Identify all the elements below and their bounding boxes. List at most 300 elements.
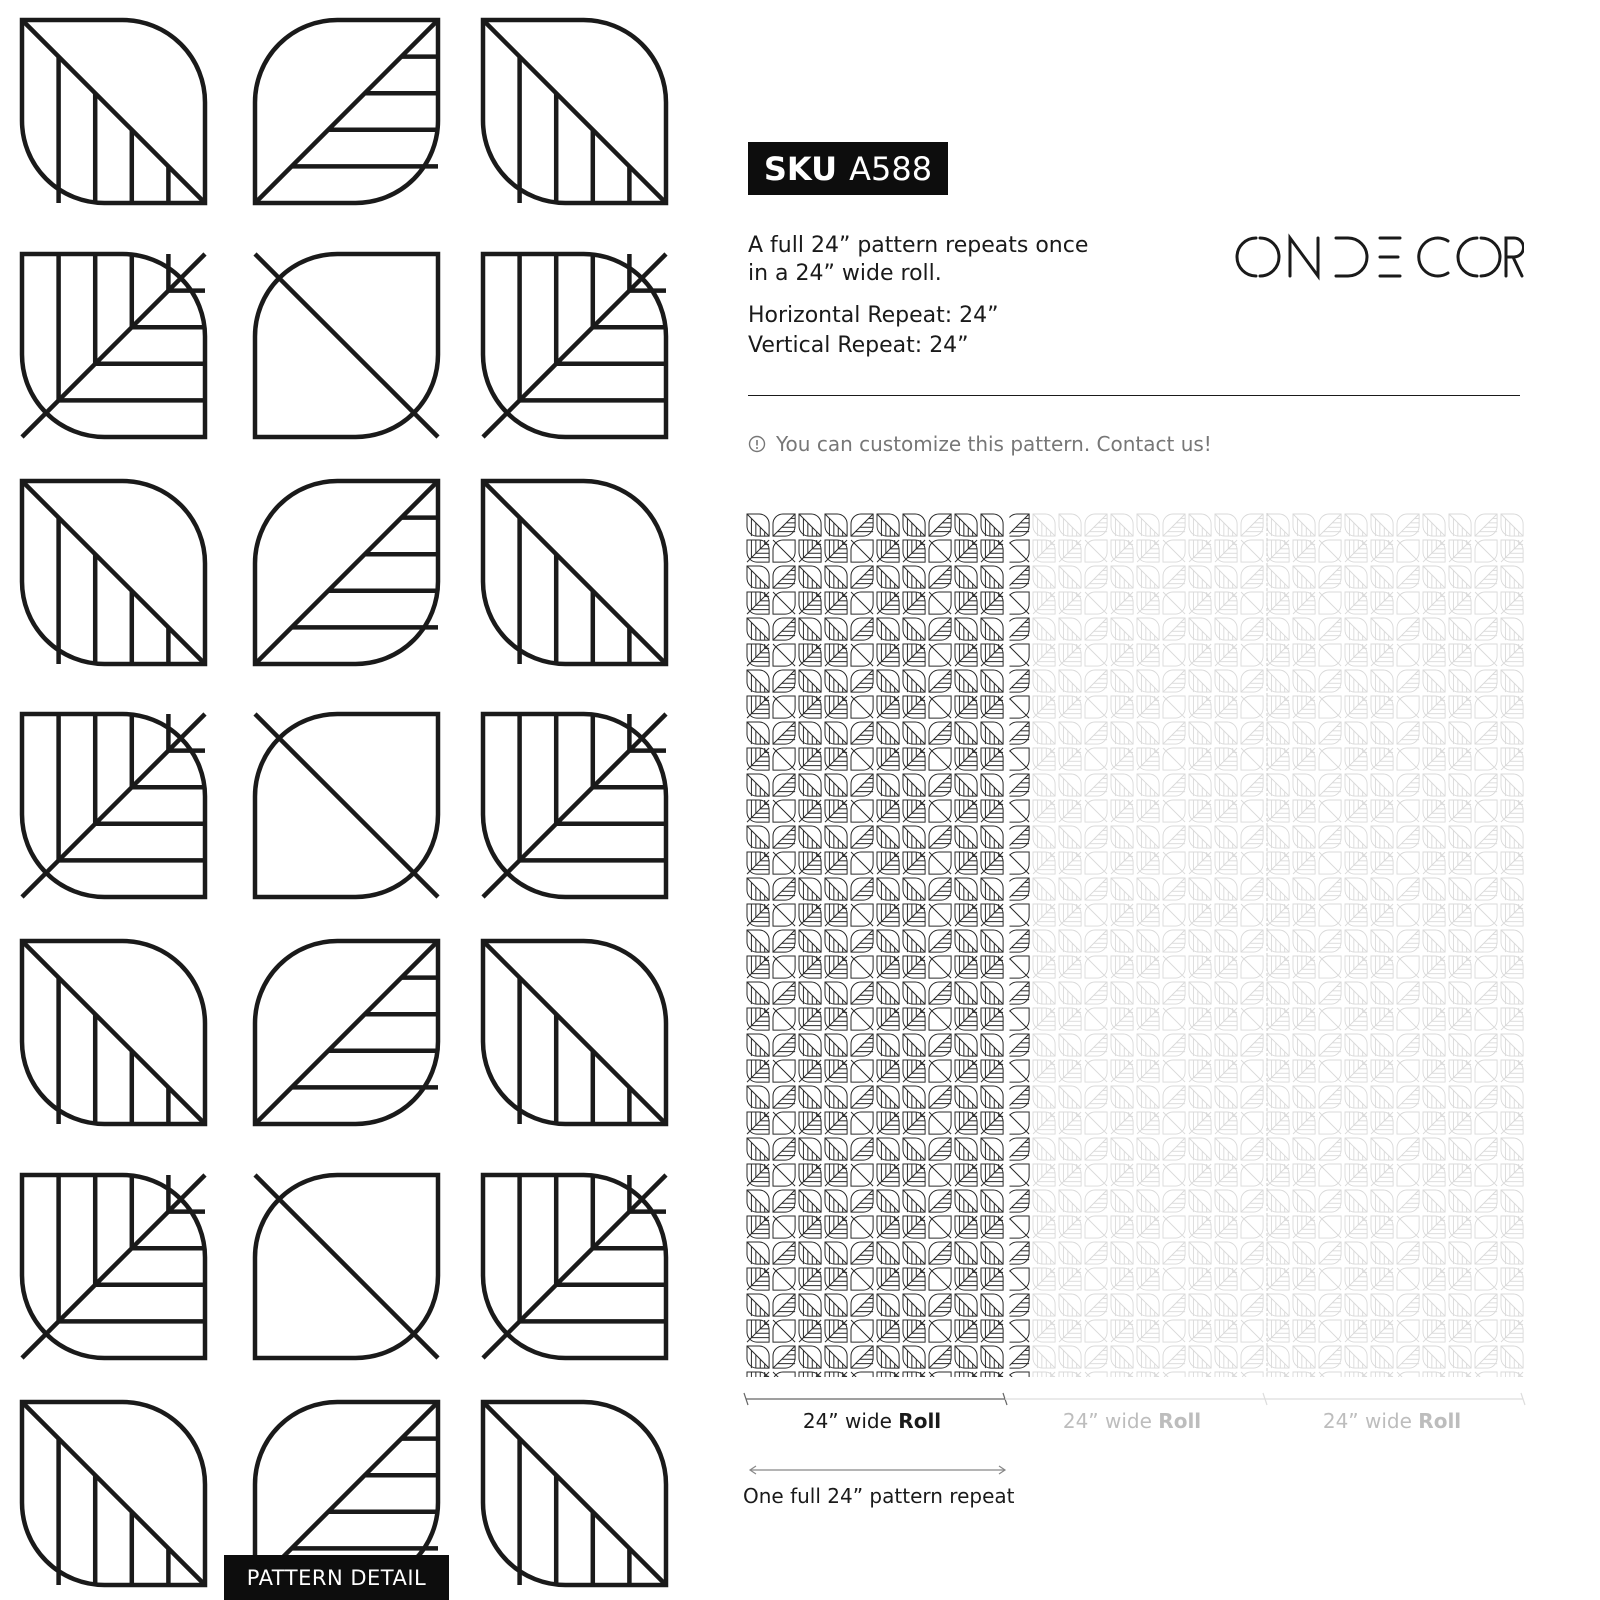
- leaf-motif-icon: [747, 618, 769, 640]
- leaf-motif-icon: [903, 982, 925, 1004]
- leaf-motif-icon: [1163, 1190, 1185, 1212]
- leaf-motif-icon: [773, 1138, 795, 1160]
- leaf-motif-icon: [877, 514, 899, 536]
- leaf-motif-icon: [1293, 800, 1315, 822]
- leaf-motif-icon: [1085, 1268, 1107, 1290]
- leaf-motif-icon: [825, 1112, 847, 1134]
- leaf-motif-icon: [1293, 1034, 1315, 1056]
- leaf-motif-icon: [955, 1190, 977, 1212]
- leaf-motif-icon: [1137, 566, 1159, 588]
- leaf-motif-icon: [1215, 1060, 1237, 1082]
- leaf-motif-icon: [747, 592, 769, 614]
- leaf-motif-icon: [1033, 826, 1055, 848]
- leaf-motif-icon: [825, 1190, 847, 1212]
- leaf-motif-icon: [903, 1060, 925, 1082]
- leaf-motif-icon: [1007, 1320, 1029, 1342]
- leaf-motif-icon: [1241, 904, 1263, 926]
- leaf-motif-icon: [1345, 1242, 1367, 1264]
- leaf-motif-icon: [1215, 722, 1237, 744]
- leaf-motif-icon: [1319, 1034, 1341, 1056]
- leaf-motif-icon: [1319, 670, 1341, 692]
- leaf-motif-icon: [799, 1372, 821, 1377]
- leaf-motif-icon: [255, 1175, 438, 1358]
- leaf-motif-icon: [903, 696, 925, 718]
- leaf-motif-icon: [1345, 930, 1367, 952]
- leaf-motif-icon: [1111, 1138, 1133, 1160]
- leaf-motif-icon: [1241, 982, 1263, 1004]
- leaf-motif-icon: [799, 514, 821, 536]
- leaf-motif-icon: [1007, 696, 1029, 718]
- leaf-motif-icon: [1501, 852, 1523, 874]
- leaf-motif-icon: [1423, 1372, 1445, 1377]
- leaf-motif-icon: [1423, 644, 1445, 666]
- leaf-motif-icon: [773, 1372, 795, 1377]
- leaf-motif-icon: [903, 956, 925, 978]
- leaf-motif-icon: [1345, 800, 1367, 822]
- leaf-motif-icon: [1449, 982, 1471, 1004]
- horizontal-repeat: Horizontal Repeat: 24”: [748, 303, 999, 328]
- leaf-motif-icon: [747, 774, 769, 796]
- leaf-motif-icon: [1241, 670, 1263, 692]
- leaf-motif-icon: [1085, 904, 1107, 926]
- leaf-motif-icon: [1137, 1268, 1159, 1290]
- leaf-motif-icon: [1371, 1294, 1393, 1316]
- leaf-motif-icon: [1241, 1034, 1263, 1056]
- leaf-motif-icon: [825, 696, 847, 718]
- leaf-motif-icon: [1345, 1294, 1367, 1316]
- leaf-motif-icon: [851, 930, 873, 952]
- roll-label-prefix: 24” wide: [802, 1409, 899, 1433]
- customize-notice-text: You can customize this pattern. Contact us!: [776, 432, 1212, 456]
- leaf-motif-icon: [1475, 1164, 1497, 1186]
- leaf-motif-icon: [1111, 644, 1133, 666]
- leaf-motif-icon: [1241, 1190, 1263, 1212]
- leaf-motif-icon: [825, 930, 847, 952]
- leaf-motif-icon: [1501, 696, 1523, 718]
- leaf-motif-icon: [1371, 748, 1393, 770]
- leaf-motif-icon: [1007, 852, 1029, 874]
- leaf-motif-icon: [1293, 1372, 1315, 1377]
- leaf-motif-icon: [1059, 644, 1081, 666]
- leaf-motif-icon: [1163, 1346, 1185, 1368]
- leaf-motif-icon: [1059, 826, 1081, 848]
- leaf-motif-icon: [1501, 540, 1523, 562]
- leaf-motif-icon: [877, 722, 899, 744]
- leaf-motif-icon: [1085, 1320, 1107, 1342]
- leaf-motif-icon: [1423, 1268, 1445, 1290]
- leaf-motif-icon: [1267, 696, 1289, 718]
- leaf-motif-icon: [1215, 930, 1237, 952]
- leaf-motif-icon: [773, 592, 795, 614]
- leaf-motif-icon: [255, 714, 438, 897]
- leaf-motif-icon: [1293, 1294, 1315, 1316]
- leaf-motif-icon: [1475, 618, 1497, 640]
- leaf-motif-icon: [1267, 618, 1289, 640]
- leaf-motif-icon: [799, 1060, 821, 1082]
- leaf-motif-icon: [1085, 618, 1107, 640]
- leaf-motif-icon: [1371, 618, 1393, 640]
- leaf-motif-icon: [1163, 800, 1185, 822]
- leaf-motif-icon: [1371, 514, 1393, 536]
- leaf-motif-icon: [1293, 1008, 1315, 1030]
- leaf-motif-icon: [1137, 1216, 1159, 1238]
- leaf-motif-icon: [1319, 904, 1341, 926]
- leaf-motif-icon: [799, 592, 821, 614]
- leaf-motif-icon: [1397, 1060, 1419, 1082]
- leaf-motif-icon: [1033, 956, 1055, 978]
- leaf-motif-icon: [1449, 774, 1471, 796]
- leaf-motif-icon: [877, 1008, 899, 1030]
- leaf-motif-icon: [1293, 722, 1315, 744]
- leaf-motif-icon: [747, 1216, 769, 1238]
- leaf-motif-icon: [773, 1190, 795, 1212]
- leaf-motif-icon: [1215, 644, 1237, 666]
- leaf-motif-icon: [1501, 904, 1523, 926]
- leaf-motif-icon: [1189, 722, 1211, 744]
- leaf-motif-icon: [1267, 1242, 1289, 1264]
- leaf-motif-icon: [1293, 514, 1315, 536]
- leaf-motif-icon: [1059, 956, 1081, 978]
- leaf-motif-icon: [1241, 852, 1263, 874]
- leaf-motif-icon: [1163, 930, 1185, 952]
- leaf-motif-icon: [851, 722, 873, 744]
- leaf-motif-icon: [773, 1320, 795, 1342]
- leaf-motif-icon: [1293, 1164, 1315, 1186]
- leaf-motif-icon: [903, 930, 925, 952]
- leaf-motif-icon: [747, 1268, 769, 1290]
- leaf-motif-icon: [799, 1008, 821, 1030]
- leaf-motif-icon: [1371, 1112, 1393, 1134]
- leaf-motif-icon: [981, 800, 1003, 822]
- leaf-motif-icon: [1267, 1216, 1289, 1238]
- leaf-motif-icon: [1449, 566, 1471, 588]
- leaf-motif-icon: [1241, 956, 1263, 978]
- leaf-motif-icon: [955, 514, 977, 536]
- leaf-motif-icon: [1397, 696, 1419, 718]
- leaf-motif-icon: [903, 1216, 925, 1238]
- leaf-motif-icon: [1345, 644, 1367, 666]
- leaf-motif-icon: [1189, 1008, 1211, 1030]
- leaf-motif-icon: [1449, 904, 1471, 926]
- leaf-motif-icon: [1449, 540, 1471, 562]
- leaf-motif-icon: [1085, 540, 1107, 562]
- leaf-motif-icon: [1163, 514, 1185, 536]
- leaf-motif-icon: [825, 748, 847, 770]
- leaf-motif-icon: [773, 1346, 795, 1368]
- leaf-motif-icon: [1293, 748, 1315, 770]
- leaf-motif-icon: [1371, 644, 1393, 666]
- leaf-motif-icon: [1345, 540, 1367, 562]
- leaf-motif-icon: [1423, 1112, 1445, 1134]
- leaf-motif-icon: [799, 1086, 821, 1108]
- leaf-motif-icon: [1423, 1216, 1445, 1238]
- leaf-motif-icon: [825, 1138, 847, 1160]
- leaf-motif-icon: [955, 930, 977, 952]
- leaf-motif-icon: [1423, 1190, 1445, 1212]
- leaf-motif-icon: [1215, 748, 1237, 770]
- leaf-motif-icon: [981, 1216, 1003, 1238]
- leaf-motif-icon: [981, 878, 1003, 900]
- leaf-motif-icon: [1215, 1216, 1237, 1238]
- leaf-motif-icon: [773, 1164, 795, 1186]
- leaf-motif-icon: [1033, 982, 1055, 1004]
- leaf-motif-icon: [1449, 1372, 1471, 1377]
- leaf-motif-icon: [1163, 826, 1185, 848]
- leaf-motif-icon: [773, 1060, 795, 1082]
- leaf-motif-icon: [799, 1320, 821, 1342]
- leaf-motif-icon: [1189, 566, 1211, 588]
- leaf-motif-icon: [955, 566, 977, 588]
- leaf-motif-icon: [1189, 878, 1211, 900]
- leaf-motif-icon: [1189, 1138, 1211, 1160]
- leaf-motif-icon: [1319, 1372, 1341, 1377]
- leaf-motif-icon: [1163, 618, 1185, 640]
- leaf-motif-icon: [1033, 1086, 1055, 1108]
- leaf-motif-icon: [1293, 956, 1315, 978]
- leaf-motif-icon: [1293, 826, 1315, 848]
- leaf-motif-icon: [929, 1346, 951, 1368]
- leaf-motif-icon: [799, 618, 821, 640]
- leaf-motif-icon: [1319, 774, 1341, 796]
- leaf-motif-icon: [877, 1346, 899, 1368]
- leaf-motif-icon: [1007, 1086, 1029, 1108]
- leaf-motif-icon: [955, 878, 977, 900]
- leaf-motif-icon: [1501, 1372, 1523, 1377]
- leaf-motif-icon: [1345, 514, 1367, 536]
- leaf-motif-icon: [1085, 1086, 1107, 1108]
- leaf-motif-icon: [773, 514, 795, 536]
- leaf-motif-icon: [1345, 1372, 1367, 1377]
- leaf-motif-icon: [1215, 878, 1237, 900]
- leaf-motif-icon: [1137, 930, 1159, 952]
- leaf-motif-icon: [1189, 1372, 1211, 1377]
- leaf-motif-icon: [1059, 1346, 1081, 1368]
- leaf-motif-icon: [929, 748, 951, 770]
- leaf-motif-icon: [851, 800, 873, 822]
- leaf-motif-icon: [1007, 514, 1029, 536]
- leaf-motif-icon: [1215, 1164, 1237, 1186]
- leaf-motif-icon: [825, 904, 847, 926]
- leaf-motif-icon: [1137, 696, 1159, 718]
- leaf-motif-icon: [1085, 644, 1107, 666]
- leaf-motif-icon: [1319, 540, 1341, 562]
- leaf-motif-icon: [747, 748, 769, 770]
- leaf-motif-icon: [1085, 852, 1107, 874]
- leaf-motif-icon: [1137, 800, 1159, 822]
- leaf-motif-icon: [773, 1112, 795, 1134]
- leaf-motif-icon: [1007, 826, 1029, 848]
- leaf-motif-icon: [1293, 592, 1315, 614]
- customize-notice[interactable]: [748, 432, 1212, 456]
- leaf-motif-icon: [903, 566, 925, 588]
- leaf-motif-icon: [1007, 1034, 1029, 1056]
- leaf-motif-icon: [929, 1164, 951, 1186]
- leaf-motif-icon: [1397, 618, 1419, 640]
- leaf-motif-icon: [1189, 1294, 1211, 1316]
- leaf-motif-icon: [1371, 1216, 1393, 1238]
- leaf-motif-icon: [1163, 1060, 1185, 1082]
- leaf-motif-icon: [929, 1190, 951, 1212]
- leaf-motif-icon: [1189, 1268, 1211, 1290]
- leaf-motif-icon: [1423, 774, 1445, 796]
- leaf-motif-icon: [877, 852, 899, 874]
- leaf-motif-icon: [1449, 1294, 1471, 1316]
- leaf-motif-icon: [1397, 540, 1419, 562]
- leaf-motif-icon: [877, 878, 899, 900]
- leaf-motif-icon: [1111, 670, 1133, 692]
- leaf-motif-icon: [877, 644, 899, 666]
- leaf-motif-icon: [1423, 878, 1445, 900]
- leaf-motif-icon: [1423, 696, 1445, 718]
- leaf-motif-icon: [929, 1086, 951, 1108]
- leaf-motif-icon: [1293, 930, 1315, 952]
- leaf-motif-icon: [903, 852, 925, 874]
- leaf-motif-icon: [955, 696, 977, 718]
- leaf-motif-icon: [747, 1008, 769, 1030]
- leaf-motif-icon: [955, 670, 977, 692]
- leaf-motif-icon: [1007, 1372, 1029, 1377]
- section-divider: [748, 395, 1520, 396]
- leaf-motif-icon: [1111, 1060, 1133, 1082]
- leaf-motif-icon: [1189, 956, 1211, 978]
- leaf-motif-icon: [825, 826, 847, 848]
- leaf-motif-icon: [1475, 800, 1497, 822]
- leaf-motif-icon: [1319, 1138, 1341, 1160]
- leaf-motif-icon: [955, 904, 977, 926]
- leaf-motif-icon: [1501, 1138, 1523, 1160]
- leaf-motif-icon: [1215, 1372, 1237, 1377]
- leaf-motif-icon: [1423, 1060, 1445, 1082]
- leaf-motif-icon: [1137, 1086, 1159, 1108]
- leaf-motif-icon: [981, 826, 1003, 848]
- leaf-motif-icon: [955, 826, 977, 848]
- leaf-motif-icon: [877, 618, 899, 640]
- leaf-motif-icon: [1033, 1242, 1055, 1264]
- leaf-motif-icon: [903, 722, 925, 744]
- leaf-motif-icon: [955, 1372, 977, 1377]
- leaf-motif-icon: [1293, 1086, 1315, 1108]
- leaf-motif-icon: [1111, 1320, 1133, 1342]
- leaf-motif-icon: [1163, 644, 1185, 666]
- leaf-motif-icon: [877, 1190, 899, 1212]
- leaf-motif-icon: [1423, 1346, 1445, 1368]
- leaf-motif-icon: [1085, 722, 1107, 744]
- leaf-motif-icon: [1475, 748, 1497, 770]
- leaf-motif-icon: [799, 904, 821, 926]
- leaf-motif-icon: [22, 254, 205, 437]
- leaf-motif-icon: [981, 956, 1003, 978]
- leaf-motif-icon: [1449, 696, 1471, 718]
- leaf-motif-icon: [1423, 930, 1445, 952]
- leaf-motif-icon: [1423, 800, 1445, 822]
- leaf-motif-icon: [877, 566, 899, 588]
- leaf-motif-icon: [1033, 930, 1055, 952]
- leaf-motif-icon: [1423, 722, 1445, 744]
- leaf-motif-icon: [1085, 670, 1107, 692]
- leaf-motif-icon: [1293, 1242, 1315, 1264]
- leaf-motif-icon: [1293, 1268, 1315, 1290]
- leaf-motif-icon: [1397, 514, 1419, 536]
- repeat-description-line-2: in a 24” wide roll.: [748, 261, 942, 286]
- pattern-detail: [0, 0, 680, 1600]
- leaf-motif-icon: [1423, 982, 1445, 1004]
- leaf-motif-icon: [955, 1268, 977, 1290]
- leaf-motif-icon: [825, 618, 847, 640]
- leaf-motif-icon: [851, 1112, 873, 1134]
- leaf-motif-icon: [825, 1320, 847, 1342]
- leaf-motif-icon: [955, 1294, 977, 1316]
- leaf-motif-icon: [747, 1294, 769, 1316]
- leaf-motif-icon: [1371, 1060, 1393, 1082]
- leaf-motif-icon: [799, 852, 821, 874]
- leaf-motif-icon: [1137, 1372, 1159, 1377]
- leaf-motif-icon: [1449, 1242, 1471, 1264]
- leaf-motif-icon: [1475, 644, 1497, 666]
- leaf-motif-icon: [1501, 618, 1523, 640]
- leaf-motif-icon: [799, 800, 821, 822]
- leaf-motif-icon: [799, 696, 821, 718]
- leaf-motif-icon: [825, 1164, 847, 1186]
- leaf-motif-icon: [773, 956, 795, 978]
- leaf-motif-icon: [981, 1138, 1003, 1160]
- leaf-motif-icon: [1371, 852, 1393, 874]
- leaf-motif-icon: [1449, 800, 1471, 822]
- leaf-motif-icon: [1319, 1008, 1341, 1030]
- leaf-motif-icon: [773, 826, 795, 848]
- leaf-motif-icon: [1475, 1138, 1497, 1160]
- leaf-motif-icon: [1267, 956, 1289, 978]
- leaf-motif-icon: [825, 1086, 847, 1108]
- leaf-motif-icon: [1241, 878, 1263, 900]
- leaf-motif-icon: [1215, 826, 1237, 848]
- leaf-motif-icon: [1371, 566, 1393, 588]
- leaf-motif-icon: [825, 1060, 847, 1082]
- leaf-motif-icon: [1137, 1346, 1159, 1368]
- leaf-motif-icon: [773, 1242, 795, 1264]
- leaf-motif-icon: [1397, 982, 1419, 1004]
- leaf-motif-icon: [1475, 1320, 1497, 1342]
- leaf-motif-icon: [1111, 904, 1133, 926]
- leaf-motif-icon: [1423, 1008, 1445, 1030]
- leaf-motif-icon: [1501, 1034, 1523, 1056]
- leaf-motif-icon: [955, 1034, 977, 1056]
- leaf-motif-icon: [1085, 1034, 1107, 1056]
- leaf-motif-icon: [1007, 1216, 1029, 1238]
- leaf-motif-icon: [929, 566, 951, 588]
- leaf-motif-icon: [1137, 904, 1159, 926]
- leaf-motif-icon: [1423, 1242, 1445, 1264]
- leaf-motif-icon: [1137, 1060, 1159, 1082]
- leaf-motif-icon: [1059, 800, 1081, 822]
- leaf-motif-icon: [1449, 1346, 1471, 1368]
- leaf-motif-icon: [1215, 904, 1237, 926]
- leaf-motif-icon: [1241, 1086, 1263, 1108]
- leaf-motif-icon: [903, 1034, 925, 1056]
- leaf-motif-icon: [1189, 1060, 1211, 1082]
- leaf-motif-icon: [929, 1060, 951, 1082]
- leaf-motif-icon: [1137, 670, 1159, 692]
- leaf-motif-icon: [851, 644, 873, 666]
- leaf-motif-icon: [1319, 592, 1341, 614]
- leaf-motif-icon: [1111, 592, 1133, 614]
- leaf-motif-icon: [1137, 878, 1159, 900]
- leaf-motif-icon: [1033, 800, 1055, 822]
- leaf-motif-icon: [1241, 1372, 1263, 1377]
- leaf-motif-icon: [929, 878, 951, 900]
- leaf-motif-icon: [1345, 774, 1367, 796]
- leaf-motif-icon: [1085, 1190, 1107, 1212]
- leaf-motif-icon: [1319, 878, 1341, 900]
